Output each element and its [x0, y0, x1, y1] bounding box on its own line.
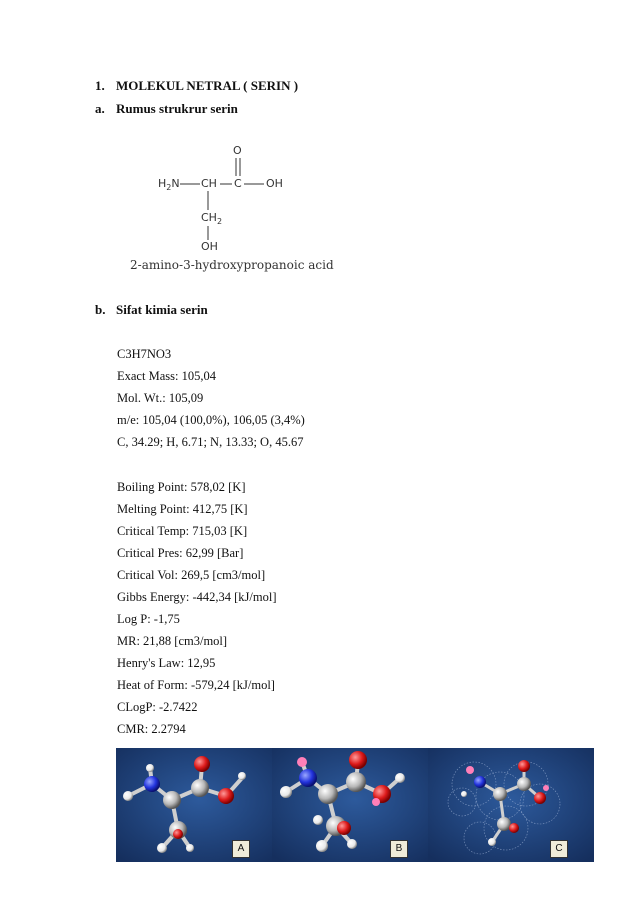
serine-structural-formula: [120, 140, 350, 280]
property-line: Melting Point: 412,75 [K]: [117, 502, 248, 516]
atom-oh-right: OH: [266, 177, 283, 190]
atom-oh-bottom: OH: [201, 240, 218, 253]
model-label-b: B: [390, 840, 408, 858]
property-line: Critical Temp: 715,03 [K]: [117, 524, 248, 538]
section-b-title: Sifat kimia serin: [116, 302, 208, 317]
property-line: Henry's Law: 12,95: [117, 656, 216, 670]
ball-and-stick-image: [116, 748, 282, 862]
atom-h2n-h: H: [158, 177, 167, 190]
model-label-a: A: [232, 840, 250, 858]
section-a-title: Rumus strukrur serin: [116, 101, 238, 116]
section-b-heading: [0, 302, 638, 320]
molecule-model-c: [428, 748, 594, 862]
section-a-heading: [0, 101, 638, 119]
atom-amino-group: [158, 177, 180, 192]
section-a-letter: a.: [95, 101, 105, 116]
iupac-name-caption: 2-amino-3-hydroxypropanoic acid: [130, 258, 334, 272]
section-b-letter: b.: [95, 302, 106, 317]
property-line: Log P: -1,75: [117, 612, 180, 626]
property-line: C, 34.29; H, 6.71; N, 13.33; O, 45.67: [117, 435, 304, 449]
atom-ch2-subscript: 2: [216, 217, 223, 227]
property-line: Critical Pres: 62,99 [Bar]: [117, 546, 244, 560]
ball-and-stick-image: [272, 748, 438, 862]
section-1-heading: [0, 78, 638, 96]
property-line: Heat of Form: -579,24 [kJ/mol]: [117, 678, 275, 692]
property-line: m/e: 105,04 (100,0%), 106,05 (3,4%): [117, 413, 305, 427]
property-line: MR: 21,88 [cm3/mol]: [117, 634, 228, 648]
model-label-c: C: [550, 840, 568, 858]
section-1-title: MOLEKUL NETRAL ( SERIN ): [116, 78, 299, 93]
property-line: Boiling Point: 578,02 [K]: [117, 480, 246, 494]
property-line: CMR: 2.2794: [117, 722, 186, 736]
atom-c: C: [234, 177, 242, 190]
property-line: C3H7NO3: [117, 347, 172, 361]
atom-ch2: CH: [201, 211, 217, 224]
molecule-model-a: [116, 748, 282, 862]
atom-ch2-group: [201, 211, 222, 226]
atom-o-top: O: [233, 144, 242, 157]
molecule-model-b: [272, 748, 438, 862]
property-line: Exact Mass: 105,04: [117, 369, 216, 383]
property-line: Mol. Wt.: 105,09: [117, 391, 204, 405]
section-1-number: 1.: [95, 78, 105, 93]
property-line: CLogP: -2.7422: [117, 700, 198, 714]
atom-h2n-subscript: 2: [166, 183, 172, 193]
structure-bonds: [120, 140, 350, 260]
surface-model-image: [428, 748, 594, 862]
property-line: Gibbs Energy: -442,34 [kJ/mol]: [117, 590, 277, 604]
atom-h2n-n: N: [171, 177, 180, 190]
atom-ch: CH: [201, 177, 217, 190]
property-line: Critical Vol: 269,5 [cm3/mol]: [117, 568, 266, 582]
